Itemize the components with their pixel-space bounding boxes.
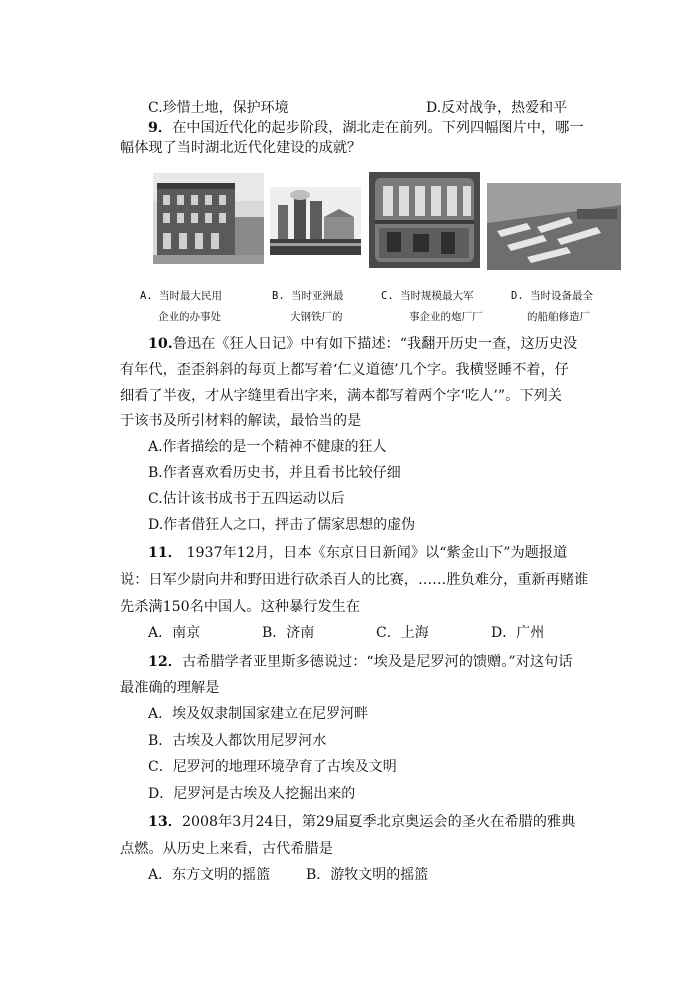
photo-b xyxy=(270,187,361,255)
q12-stem-line2: 最准确的理解是 xyxy=(120,680,220,696)
q9-caption-c-line2: 事企业的炮厂厂 xyxy=(409,311,483,323)
military-factory-icon xyxy=(369,172,480,268)
q11-stem-line3: 先杀满150名中国人。这种暴行发生在 xyxy=(120,599,360,615)
q11-stem-line2: 说：日军少尉向井和野田进行砍杀百人的比赛，……胜负难分，重新再赌谁 xyxy=(120,572,589,588)
q13-stem-line2: 点燃。从历史上来看，古代希腊是 xyxy=(120,841,333,857)
q10-option-b: B.作者喜欢看历史书，并且看书比较仔细 xyxy=(148,465,401,481)
q10-number: 10. xyxy=(148,336,173,352)
q9-stem-line1 xyxy=(148,118,584,138)
q11-number: 11． xyxy=(148,545,182,561)
q9-caption-d-line1: D. 当时设备最全 xyxy=(511,290,593,302)
q10-stem-line4: 于该书及所引材料的解读，最恰当的是 xyxy=(120,413,362,429)
steel-plant-icon xyxy=(270,187,361,255)
q12-option-d: D．尼罗河是古埃及人挖掘出来的 xyxy=(148,786,356,802)
q12-option-a: A．埃及奴隶制国家建立在尼罗河畔 xyxy=(148,706,369,722)
q10-text: 鲁迅在《狂人日记》中有如下描述：“我翻开历史一查，这历史没 xyxy=(172,336,578,352)
q11-option-c: C．上海 xyxy=(376,625,429,641)
q13-number: 13． xyxy=(148,814,182,830)
q12-option-c: C．尼罗河的地理环境孕育了古埃及文明 xyxy=(148,759,397,775)
q13-stem-line1 xyxy=(148,812,575,832)
q10-option-c: C.估计该书成书于五四运动以后 xyxy=(148,491,345,507)
q9-caption-c-line1: C. 当时规模最大军 xyxy=(381,290,474,302)
q10-stem-line2: 有年代，歪歪斜斜的每页上都写着‘仁义道德’几个字。我横竖睡不着，仔 xyxy=(120,362,569,378)
q12-number: 12． xyxy=(148,654,182,670)
q9-caption-b-line2: 大钢铁厂的 xyxy=(290,311,343,323)
q10-option-a: A.作者描绘的是一个精神不健康的狂人 xyxy=(148,439,387,455)
photo-a xyxy=(153,173,264,264)
q10-stem-line1 xyxy=(148,334,577,354)
q8-option-c: C.珍惜土地，保护环境 xyxy=(148,100,289,116)
q11-text: 1937年12月，日本《东京日日新闻》以“紫金山下”为题报道 xyxy=(181,545,568,561)
q9-caption-b-line1: B. 当时亚洲最 xyxy=(272,290,344,302)
q12-stem-line1 xyxy=(148,652,572,672)
photo-c xyxy=(369,172,480,268)
shipyard-icon xyxy=(487,183,621,270)
q13-option-a: A．东方文明的摇篮 xyxy=(148,867,271,883)
q9-caption-a-line1: A. 当时最大民用 xyxy=(140,290,222,302)
q10-stem-line3: 细看了半夜，才从字缝里看出字来，满本都写着两个字‘吃人’”。下列关 xyxy=(120,388,562,404)
q9-caption-d-line2: 的船舶修造厂 xyxy=(527,311,590,323)
bank-building-icon xyxy=(153,173,264,264)
q13-text: 2008年3月24日，第29届夏季北京奥运会的圣火在希腊的雅典 xyxy=(181,814,576,830)
q12-option-b: B．古埃及人都饮用尼罗河水 xyxy=(148,733,327,749)
q9-stem-line2: 幅体现了当时湖北近代化建设的成就？ xyxy=(120,140,362,156)
q11-option-a: A．南京 xyxy=(148,625,201,641)
q11-stem-line1 xyxy=(148,543,567,563)
q9-number: 9． xyxy=(148,120,173,136)
q11-option-b: B．济南 xyxy=(262,625,315,641)
photo-d xyxy=(487,183,621,270)
q8-option-d: D.反对战争，热爱和平 xyxy=(426,100,568,116)
q12-text: 古希腊学者亚里斯多德说过：“埃及是尼罗河的馈赠。”对这句话 xyxy=(181,654,573,670)
q9-text: 在中国近代化的起步阶段，湖北走在前列。下列四幅图片中，哪一 xyxy=(172,120,584,136)
q9-caption-a-line2: 企业的办事处 xyxy=(158,311,221,323)
q11-option-d: D．广州 xyxy=(491,625,545,641)
q10-option-d: D.作者借狂人之口，抨击了儒家思想的虚伪 xyxy=(148,517,416,533)
q13-option-b: B．游牧文明的摇篮 xyxy=(306,867,429,883)
